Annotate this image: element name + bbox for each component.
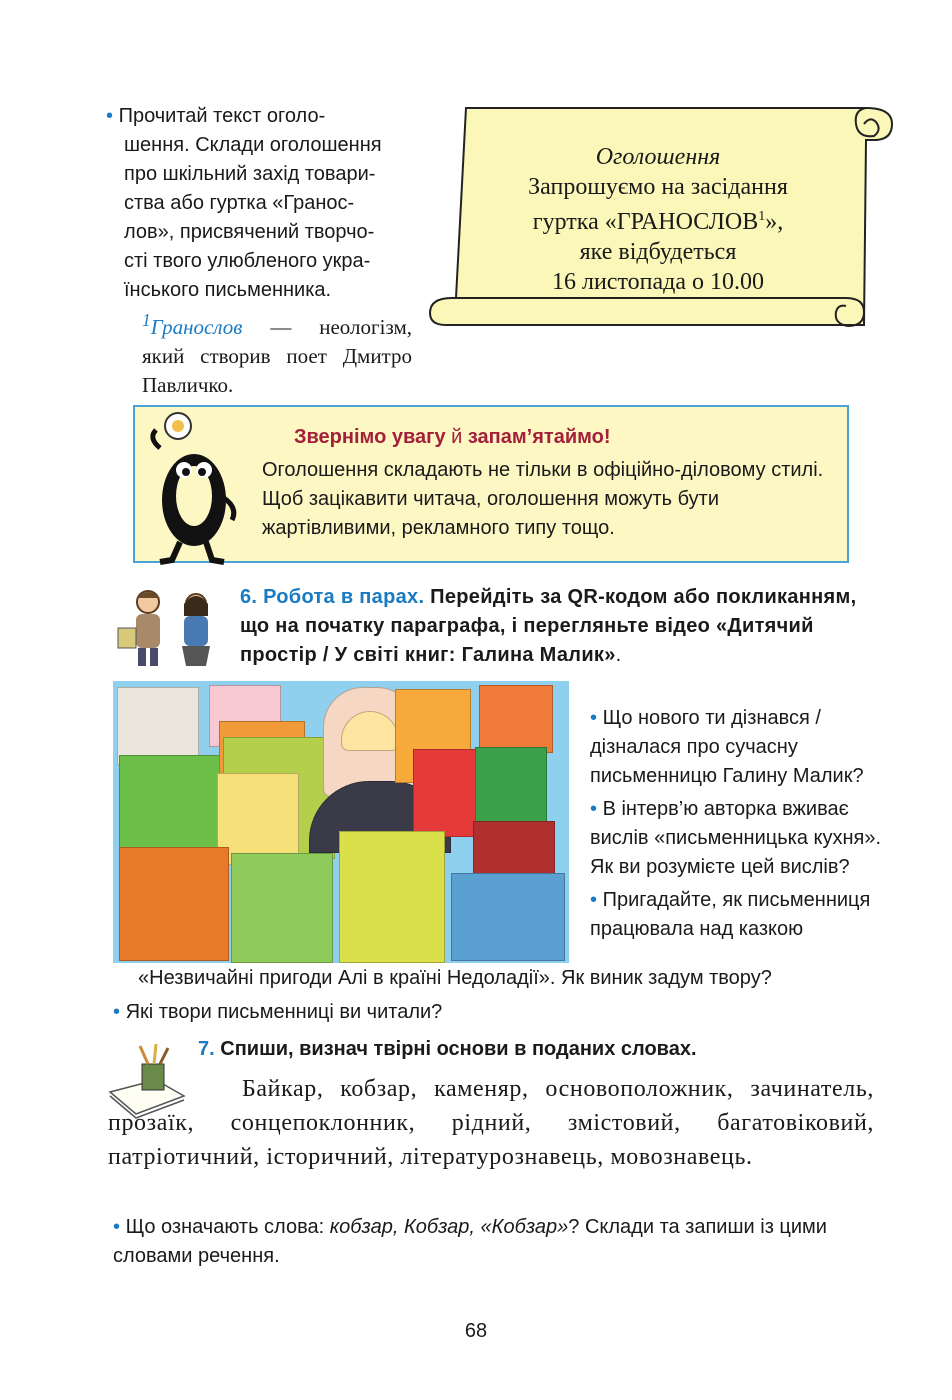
announcement-text xyxy=(458,142,858,297)
question-continuation: «Незвичайні пригоди Алі в країні Недоладії». Як виник задум твору? xyxy=(138,967,772,989)
intro-line: ства або гуртка «Гранос- xyxy=(124,192,355,214)
footnote-mark: 1 xyxy=(142,310,151,330)
question-item: • Які твори письменниці ви читали? xyxy=(113,1001,443,1023)
footnote-term: Гранослов xyxy=(150,315,243,339)
book-cover xyxy=(231,853,333,963)
intro-line: їнського письменника. xyxy=(124,279,332,301)
questions-right xyxy=(590,704,886,944)
question-item: • Що нового ти дізнався / дізналася про сучасну письменницю Галину Малик? xyxy=(590,707,864,787)
page-number: 68 xyxy=(464,1320,488,1342)
book-cover xyxy=(451,873,565,961)
bullet-icon: • xyxy=(113,1216,121,1238)
footnote xyxy=(142,306,412,400)
task7-number: 7. xyxy=(198,1038,215,1060)
book-cover xyxy=(339,831,445,963)
bullet-icon: • xyxy=(590,889,598,911)
word-list: Байкар, кобзар, каменяр, основоположник, зачинатель, прозаїк, сонцепоклонник, рідний, змістовий, багатовіковий, патріотичний, історичний, літературознавець, мовознавець. xyxy=(108,1076,874,1170)
intro-line: лов», присвячений творчо- xyxy=(124,221,375,243)
book-cover xyxy=(119,847,229,961)
announcement-line: Запрошуємо на засідання xyxy=(528,174,788,200)
bullet-icon: • xyxy=(113,1001,121,1023)
question-item: • В інтерв’ю авторка вживає вислів «письменницька кухня». Як ви розумієте цей вислів? xyxy=(590,798,882,878)
book-cover xyxy=(217,773,299,865)
footnote-text: — неологізм, який створив поет Дмитро Павличко. xyxy=(142,315,412,397)
author-books-photo xyxy=(113,681,569,963)
announcement-line: яке відбудеться xyxy=(579,239,737,265)
intro-line: про шкільний захід товари- xyxy=(124,163,376,185)
book-cover xyxy=(119,755,221,851)
announcement-line: гуртка «ГРАНОСЛОВ$^1$», xyxy=(532,209,784,235)
question-item: • Пригадайте, як письменниця працювала над казкою xyxy=(590,889,871,940)
remember-body: Оголошення складають не тільки в офіційно-діловому стилі. Щоб зацікавити читача, оголошення можуть бути жартівливими, рекламного типу тощо. xyxy=(262,459,824,539)
bullet-icon: • xyxy=(106,105,114,127)
book-cover xyxy=(413,749,479,837)
announcement-title: Оголошення xyxy=(595,144,721,170)
task6-number: 6. Робота в парах. xyxy=(240,586,425,608)
task7-text: 7. Спиши, визнач твірні основи в поданих словах. xyxy=(198,1038,697,1060)
book-cover xyxy=(479,685,553,753)
remember-title: Звернімо увагу й запам’ятаймо! xyxy=(294,426,611,448)
pair-work-icon xyxy=(110,586,230,668)
intro-line: • Прочитай текст оголо- xyxy=(106,105,326,127)
intro-task xyxy=(106,102,416,305)
book-cover xyxy=(117,687,199,765)
intro-line: сті твого улюбленого укра- xyxy=(124,250,371,272)
mascot-icon xyxy=(142,408,242,568)
task6-text: 6. Робота в парах. Перейдіть за QR-кодом або покликанням, що на початку параграфа, і перегляньте відео «Дитячий простір / У світі книг: Галина Малик». xyxy=(240,586,857,666)
question-item: • Що означають слова: кобзар, Кобзар, «Кобзар»? Склади та запиши із цими словами речення. xyxy=(113,1216,827,1267)
announcement-line: 16 листопада о 10.00 xyxy=(551,269,764,295)
bullet-icon: • xyxy=(590,798,598,820)
bullet-icon: • xyxy=(590,707,598,729)
intro-line: шення. Склади оголошення xyxy=(124,134,382,156)
